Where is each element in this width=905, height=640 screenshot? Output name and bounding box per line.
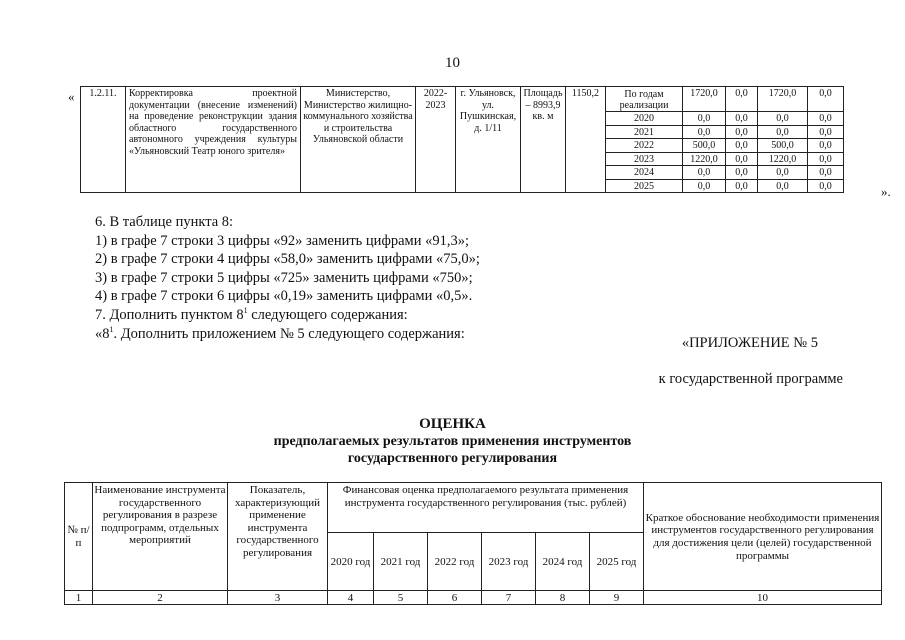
year-label-cell: 2023 <box>606 152 683 166</box>
year-header: 2020 год <box>328 533 374 591</box>
col-finance-header: Финансовая оценка предполагаемого результата применения инструмента государственного регулирования (тыс. рублей) <box>328 483 644 533</box>
year-header: 2025 год <box>590 533 644 591</box>
year-label-cell: 2020 <box>606 112 683 126</box>
value-cell: 1220,0 <box>758 152 808 166</box>
value-cell: 1220,0 <box>683 152 726 166</box>
value-cell: 0,0 <box>808 87 844 112</box>
heading-line: предполагаемых результатов применения инструментов <box>273 434 632 449</box>
cost-cell: 1150,2 <box>566 87 606 193</box>
value-cell: 500,0 <box>683 139 726 153</box>
value-cell: 0,0 <box>726 125 758 139</box>
executor-cell: Министерство, Министерство жилищно-коммунального хозяйства и строительства Ульяновской области <box>301 87 416 193</box>
value-cell: 0,0 <box>683 112 726 126</box>
value-cell: 0,0 <box>683 166 726 180</box>
superscript: 1 <box>109 324 114 334</box>
instruction-line <box>95 306 795 325</box>
value-cell: 0,0 <box>726 179 758 193</box>
value-cell: 0,0 <box>726 87 758 112</box>
year-header: 2022 год <box>428 533 482 591</box>
col-indicator-header: Показатель, характеризующий применение инструмента государственного регулирования <box>228 483 328 591</box>
area-cell: Площадь – 8993,9 кв. м <box>521 87 566 193</box>
value-cell: 0,0 <box>726 152 758 166</box>
column-number: 8 <box>536 591 590 605</box>
value-cell: 0,0 <box>808 125 844 139</box>
value-cell: 0,0 <box>726 112 758 126</box>
value-cell: 0,0 <box>758 166 808 180</box>
instruction-line: 3) в графе 7 строки 5 цифры «725» заменить цифрами «750»; <box>95 269 473 286</box>
value-cell: 1720,0 <box>758 87 808 112</box>
value-cell: 0,0 <box>758 112 808 126</box>
column-number: 6 <box>428 591 482 605</box>
column-number: 10 <box>644 591 882 605</box>
appendix-subtitle: к государственной программе <box>658 371 843 387</box>
column-number: 5 <box>374 591 428 605</box>
instruction-line: 4) в графе 7 строки 6 цифры «0,19» заменить цифрами «0,5». <box>95 288 473 305</box>
col-name-header: Наименование инструмента государственного регулирования в разрезе подпрограмм, отдельных мероприятий <box>93 483 228 591</box>
top-table-row <box>81 87 844 112</box>
numbering-row <box>65 591 882 605</box>
value-cell: 0,0 <box>758 179 808 193</box>
column-number: 1 <box>65 591 93 605</box>
year-label-cell: 2025 <box>606 179 683 193</box>
value-cell: 500,0 <box>758 139 808 153</box>
open-quote-mark: « <box>68 89 75 104</box>
superscript: 1 <box>243 305 248 315</box>
year-header: 2024 год <box>536 533 590 591</box>
evaluation-table <box>64 482 882 605</box>
value-cell: 0,0 <box>726 139 758 153</box>
value-cell: 0,0 <box>808 152 844 166</box>
column-number: 3 <box>228 591 328 605</box>
top-table <box>80 86 844 193</box>
instruction-line: 6. В таблице пункта 8: <box>95 214 234 230</box>
page-number: 10 <box>445 55 460 71</box>
amendment-instructions <box>95 213 795 343</box>
col-number-header: № п/п <box>65 483 93 591</box>
value-cell: 1720,0 <box>683 87 726 112</box>
instruction-text: «8 <box>95 325 110 342</box>
value-cell: 0,0 <box>683 125 726 139</box>
value-cell: 0,0 <box>683 179 726 193</box>
value-cell: 0,0 <box>808 166 844 180</box>
value-cell: 0,0 <box>808 112 844 126</box>
value-cell: 0,0 <box>726 166 758 180</box>
instruction-line: 2) в графе 7 строки 4 цифры «58,0» заменить цифрами «75,0»; <box>95 251 480 268</box>
close-quote-mark: ». <box>881 184 891 199</box>
instruction-text: следующего содержания: <box>247 306 408 323</box>
instruction-text: 7. Дополнить пунктом 8 <box>95 306 244 323</box>
appendix-title: «ПРИЛОЖЕНИЕ № 5 <box>681 335 818 351</box>
instruction-text: . Дополнить приложением № 5 следующего содержания: <box>113 325 465 342</box>
year-label-cell: 2021 <box>606 125 683 139</box>
column-number: 2 <box>93 591 228 605</box>
column-number: 4 <box>328 591 374 605</box>
col-justification-header: Краткое обоснование необходимости применения инструментов государственного регулирования для достижения цели (целей) государственной программы <box>644 483 882 591</box>
year-label-cell: По годам реализации <box>606 87 683 112</box>
row-number-cell: 1.2.11. <box>81 87 126 193</box>
year-header: 2023 год <box>482 533 536 591</box>
section-heading <box>0 416 905 467</box>
heading-title: ОЦЕНКА <box>419 416 486 432</box>
description-cell: Корректировка проектной документации (внесение изменений) на проведение реконструкции здания областного государственного автономного учреждения культуры «Ульяновский Театр юного зрителя» <box>126 87 301 193</box>
period-cell: 2022-2023 <box>416 87 456 193</box>
column-number: 9 <box>590 591 644 605</box>
value-cell: 0,0 <box>808 179 844 193</box>
value-cell: 0,0 <box>758 125 808 139</box>
column-number: 7 <box>482 591 536 605</box>
value-cell: 0,0 <box>808 139 844 153</box>
header-row <box>65 483 882 533</box>
instruction-line: 1) в графе 7 строки 3 цифры «92» заменить цифрами «91,3»; <box>95 232 469 249</box>
heading-line: государственного регулирования <box>347 451 558 466</box>
year-label-cell: 2024 <box>606 166 683 180</box>
year-label-cell: 2022 <box>606 139 683 153</box>
address-cell: г. Ульяновск, ул. Пушкинская, д. 1/11 <box>456 87 521 193</box>
year-header: 2021 год <box>374 533 428 591</box>
